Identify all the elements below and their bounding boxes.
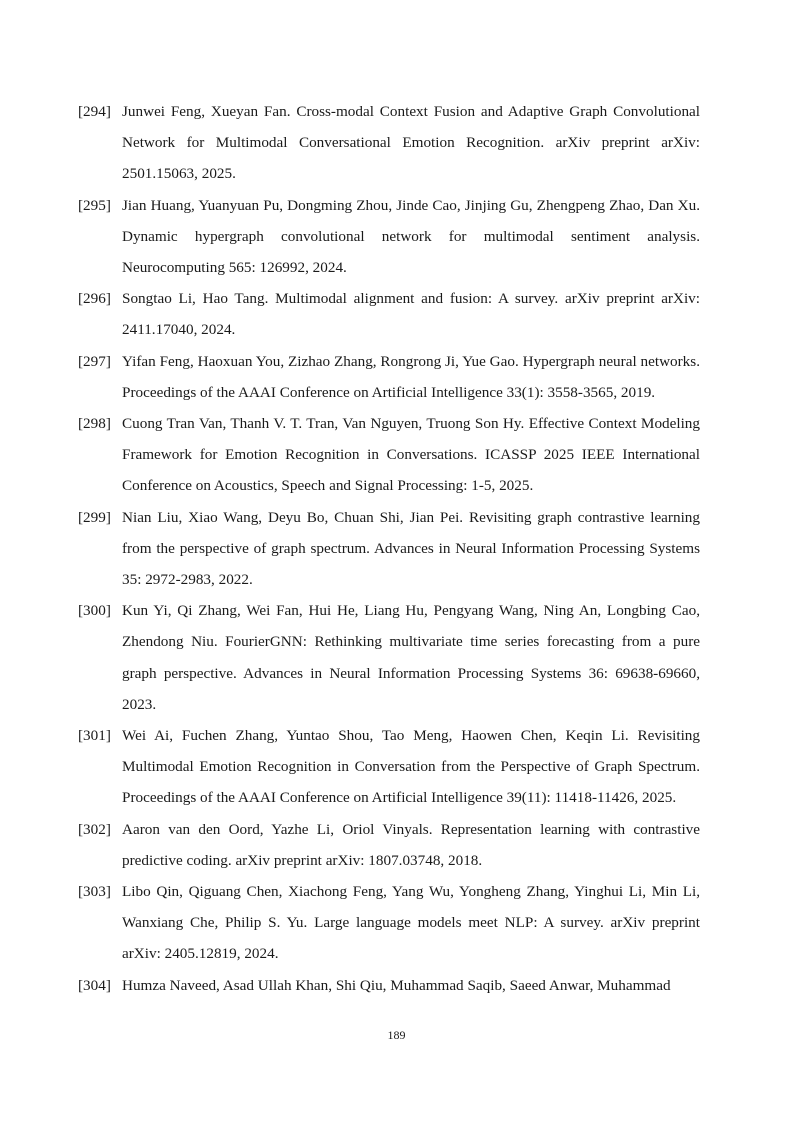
reference-item xyxy=(78,876,700,970)
reference-item xyxy=(78,595,700,720)
reference-text: Humza Naveed, Asad Ullah Khan, Shi Qiu, Muhammad Saqib, Saeed Anwar, Muhammad xyxy=(122,976,671,994)
reference-text: Songtao Li, Hao Tang. Multimodal alignment and fusion: A survey. arXiv preprint arXiv: 2411.17040, 2024. xyxy=(122,290,700,339)
reference-text: Wei Ai, Fuchen Zhang, Yuntao Shou, Tao Meng, Haowen Chen, Keqin Li. Revisiting Multimodal Emotion Recognition in Conversation from the Perspective of Graph Spectrum. Proceedings of the AAAI Conference on Artificial Intelligence 39(11): 11418-11426, 2025. xyxy=(122,727,700,807)
reference-number: [299] xyxy=(78,508,111,526)
reference-item xyxy=(78,283,700,345)
reference-text: Yifan Feng, Haoxuan You, Zizhao Zhang, Rongrong Ji, Yue Gao. Hypergraph neural networks. Proceedings of the AAAI Conference on Artificial Intelligence 33(1): 3558-3565, 2019. xyxy=(122,352,700,401)
reference-item xyxy=(78,408,700,502)
reference-number: [300] xyxy=(78,602,111,620)
reference-item xyxy=(78,502,700,596)
reference-item xyxy=(78,190,700,284)
reference-text: Junwei Feng, Xueyan Fan. Cross-modal Context Fusion and Adaptive Graph Convolutional Network for Multimodal Conversational Emotion Recognition. arXiv preprint arXiv: 2501.15063, 2025. xyxy=(122,103,700,183)
reference-text: Cuong Tran Van, Thanh V. T. Tran, Van Nguyen, Truong Son Hy. Effective Context Modeling Framework for Emotion Recognition in Conversations. ICASSP 2025 IEEE International Conference on Acoustics, Speech and Signal Processing: 1-5, 2025. xyxy=(122,415,700,495)
reference-number: [295] xyxy=(78,196,111,214)
reference-item xyxy=(78,96,700,190)
reference-text: Aaron van den Oord, Yazhe Li, Oriol Vinyals. Representation learning with contrastive predictive coding. arXiv preprint arXiv: 1807.03748, 2018. xyxy=(122,820,700,869)
reference-number: [304] xyxy=(78,976,111,994)
reference-text: Libo Qin, Qiguang Chen, Xiachong Feng, Yang Wu, Yongheng Zhang, Yinghui Li, Min Li, Wanxiang Che, Philip S. Yu. Large language models meet NLP: A survey. arXiv preprint arXiv: 2405.12819, 2024. xyxy=(122,883,700,963)
reference-text: Jian Huang, Yuanyuan Pu, Dongming Zhou, Jinde Cao, Jinjing Gu, Zhengpeng Zhao, Dan Xu. Dynamic hypergraph convolutional network for multimodal sentiment analysis. Neurocomputing 565: 126992, 2024. xyxy=(122,196,700,277)
reference-item xyxy=(78,814,700,876)
reference-number: [296] xyxy=(78,290,111,308)
reference-number: [297] xyxy=(78,352,111,370)
reference-number: [298] xyxy=(78,415,111,433)
page-number: 189 xyxy=(387,1028,406,1042)
reference-item xyxy=(78,720,700,814)
reference-number: [303] xyxy=(78,883,111,901)
reference-number: [302] xyxy=(78,820,111,838)
reference-text: Kun Yi, Qi Zhang, Wei Fan, Hui He, Liang Hu, Pengyang Wang, Ning An, Longbing Cao, Zhendong Niu. FourierGNN: Rethinking multivariate time series forecasting from a pure graph perspective. Advances in Neural Information Processing Systems 36: 69638-69660, 2023. xyxy=(122,602,700,713)
reference-text: Nian Liu, Xiao Wang, Deyu Bo, Chuan Shi, Jian Pei. Revisiting graph contrastive learning from the perspective of graph spectrum. Advances in Neural Information Processing Systems 35: 2972-2983, 2022. xyxy=(122,508,700,589)
reference-item xyxy=(78,970,700,1001)
reference-item xyxy=(78,346,700,408)
reference-number: [301] xyxy=(78,727,111,745)
reference-number: [294] xyxy=(78,103,111,120)
reference-list xyxy=(78,96,700,1001)
